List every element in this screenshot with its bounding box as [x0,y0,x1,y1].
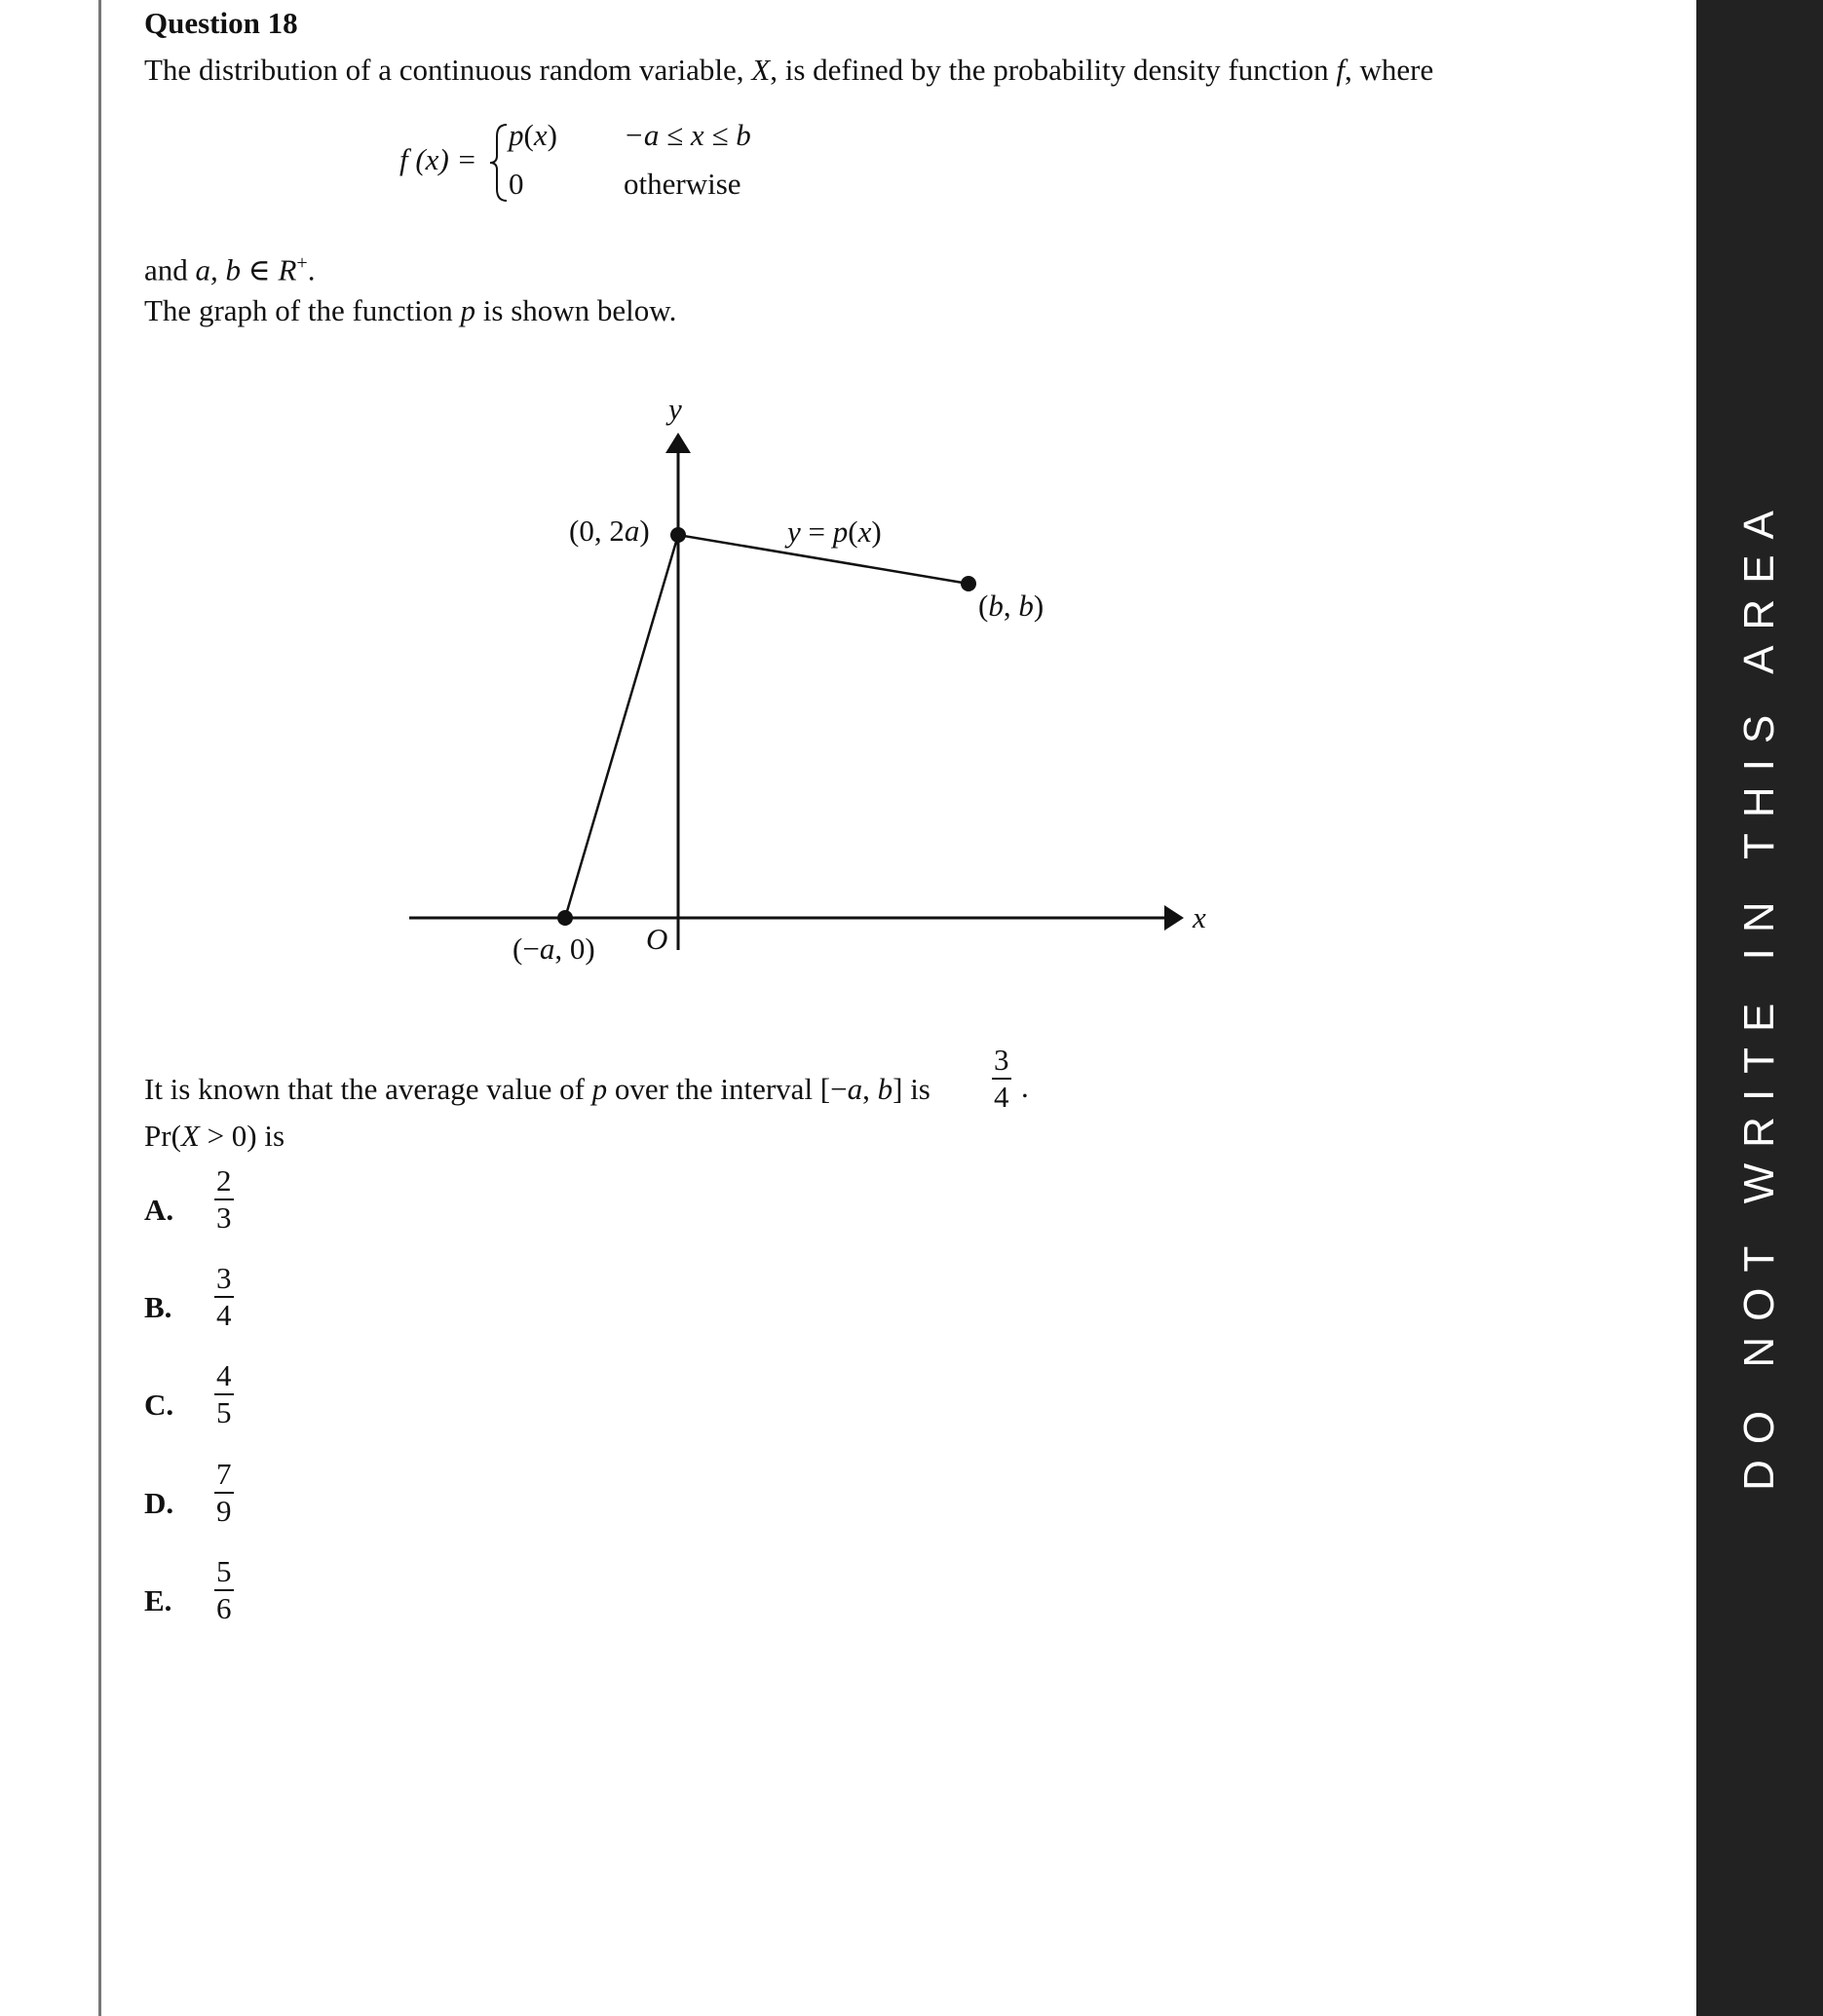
graph-curve [565,535,968,918]
piecewise-case1-condition: −a ≤ x ≤ b [624,118,751,152]
origin-label: O [646,922,668,956]
option-fraction: $\frac{4}{5}$ [216,1358,232,1429]
option-fraction: $\frac{7}{9}$ [216,1457,232,1528]
average-value-fraction: $\frac{3}{4}$ [994,1043,1009,1114]
piecewise-lhs: f (x) = [399,142,477,176]
x-axis-label: x [1193,900,1206,934]
y-axis-arrow [665,433,691,453]
curve-label: y = p(x) [787,514,882,549]
point-top-label: (0, 2a) [569,514,650,548]
known-statement: It is known that the average value of p over the interval [−a, b] is [144,1072,930,1106]
y-axis-label: y [668,392,682,426]
option-letter: A. [144,1193,174,1227]
point-left-label: (−a, 0) [513,932,595,966]
domain-statement: and a, b ∈ R+. [144,252,316,287]
question-prompt: Pr(X > 0) is [144,1119,285,1153]
point-left-dot [557,910,573,926]
piecewise-case2-expr: 0 [509,167,524,201]
do-not-write-label: DO NOT WRITE IN THIS AREA [1735,495,1783,1491]
piecewise-case2-condition: otherwise [624,167,741,201]
option-letter: E. [144,1583,172,1617]
question-title: Question 18 [144,6,298,40]
point-top-dot [670,527,686,543]
point-right-label: (b, b) [978,589,1044,623]
option-letter: B. [144,1290,172,1324]
option-letter: C. [144,1388,174,1422]
graph-intro: The graph of the function p is shown below. [144,293,677,327]
option-fraction: $\frac{2}{3}$ [216,1163,232,1235]
piecewise-case1-expr: p(x) [509,118,557,152]
point-right-dot [961,576,976,591]
option-letter: D. [144,1486,174,1520]
option-fraction: $\frac{5}{6}$ [216,1554,232,1625]
x-axis-arrow [1164,905,1184,931]
question-intro: The distribution of a continuous random variable, X, is defined by the probability density function f, where [144,53,1434,87]
average-value-period: . [1021,1070,1029,1104]
option-fraction: $\frac{3}{4}$ [216,1261,232,1332]
